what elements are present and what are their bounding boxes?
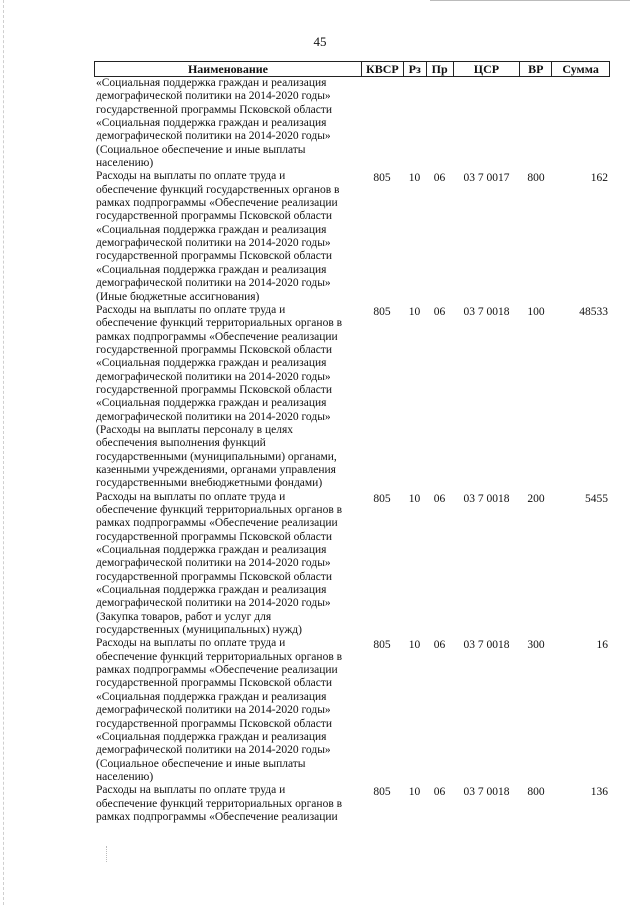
budget-table <box>94 61 610 824</box>
row-sum: 16 <box>596 639 608 652</box>
row-rz: 10 <box>408 172 421 185</box>
row-name: Расходы на выплаты по оплате труда и обеспечение функций территориальных органов в рамках подпрограммы «Обеспечение реализации государственной программы Псковской области «Социальная поддержка граждан и реализация демографической политики на 2014-2020 годы» государственной программы Псковской области «Социальная поддержка граждан и реализация демографической политики на 2014-2020 годы» (Расходы на выплаты персоналу в целях обеспечения выполнения функций государственными (муниципальными) органами, казенными учреждениями, органами управления государственными внебюджетными фондами) <box>96 303 343 490</box>
table-row <box>94 304 610 491</box>
header-pr: Пр <box>426 62 453 76</box>
row-vr: 200 <box>527 492 545 505</box>
row-sum: 136 <box>590 786 608 799</box>
row-pr: 06 <box>433 172 446 185</box>
row-kvsr: 805 <box>373 639 391 652</box>
table-row <box>94 170 610 303</box>
row-sum: 162 <box>590 172 608 185</box>
row-csr: 03 7 0018 <box>463 639 510 652</box>
row-rz: 10 <box>408 492 421 505</box>
row-pr: 06 <box>433 492 446 505</box>
row-sum: 5455 <box>585 492 608 505</box>
row-rz: 10 <box>408 305 421 318</box>
page-edge-line <box>3 0 5 905</box>
row-name: Расходы на выплаты по оплате труда и обеспечение функций территориальных органов в рамках подпрограммы «Обеспечение реализации государственной программы Псковской области «Социальная поддержка граждан и реализация демографической политики на 2014-2020 годы» государственной программы Псковской области «Социальная поддержка граждан и реализация демографической политики на 2014-2020 годы» (Социальное обеспечение и иные выплаты населению) <box>96 637 343 783</box>
row-name: Расходы на выплаты по оплате труда и обеспечение функций государственных органов в рамках подпрограммы «Обеспечение реализации государственной программы Псковской области «Социальная поддержка граждан и реализация демографической политики на 2014-2020 годы» государственной программы Псковской области «Социальная поддержка граждан и реализация демографической политики на 2014-2020 годы» (Иные бюджетные ассигнования) <box>96 170 340 303</box>
header-name: Наименование <box>187 62 268 76</box>
row-vr: 800 <box>527 172 545 185</box>
header-csr: ЦСР <box>453 62 520 76</box>
row-pr: 06 <box>433 786 446 799</box>
row-pr: 06 <box>433 639 446 652</box>
row-kvsr: 805 <box>373 492 391 505</box>
page-number: 45 <box>313 34 327 49</box>
header-kvsr: КВСР <box>361 62 403 76</box>
row-vr: 300 <box>527 639 545 652</box>
scan-artifact-mark <box>106 846 109 862</box>
table-header <box>94 61 610 77</box>
header-rz: Рз <box>403 62 426 76</box>
header-sum: Сумма <box>551 62 609 76</box>
row-kvsr: 805 <box>373 305 391 318</box>
row-sum: 48533 <box>579 305 608 318</box>
row-rz: 10 <box>408 786 421 799</box>
row-csr: 03 7 0018 <box>463 305 510 318</box>
row-csr: 03 7 0018 <box>463 786 510 799</box>
row-name: Расходы на выплаты по оплате труда и обеспечение функций территориальных органов в рамках подпрограммы «Обеспечение реализации <box>96 784 343 823</box>
row-kvsr: 805 <box>373 786 391 799</box>
table-row <box>94 491 610 638</box>
row-csr: 03 7 0018 <box>463 492 510 505</box>
table-row <box>94 784 610 824</box>
row-vr: 800 <box>527 786 545 799</box>
row-name: Расходы на выплаты по оплате труда и обеспечение функций территориальных органов в рамках подпрограммы «Обеспечение реализации государственной программы Псковской области «Социальная поддержка граждан и реализация демографической политики на 2014-2020 годы» государственной программы Псковской области «Социальная поддержка граждан и реализация демографической политики на 2014-2020 годы» (Закупка товаров, работ и услуг для государственных (муниципальных) нужд) <box>96 490 343 637</box>
row-pr: 06 <box>433 305 446 318</box>
table-row <box>94 637 610 784</box>
row-csr: 03 7 0017 <box>463 172 510 185</box>
header-vr: ВР <box>519 62 551 76</box>
continuation-text: «Социальная поддержка граждан и реализация демографической политики на 2014-2020 годы» государственной программы Псковской области «Социальная поддержка граждан и реализация демографической политики на 2014-2020 годы» (Социальное обеспечение и иные выплаты населению) <box>96 77 333 170</box>
scan-top-mark <box>430 0 630 1</box>
row-rz: 10 <box>408 639 421 652</box>
row-kvsr: 805 <box>373 172 391 185</box>
row-vr: 100 <box>527 305 545 318</box>
